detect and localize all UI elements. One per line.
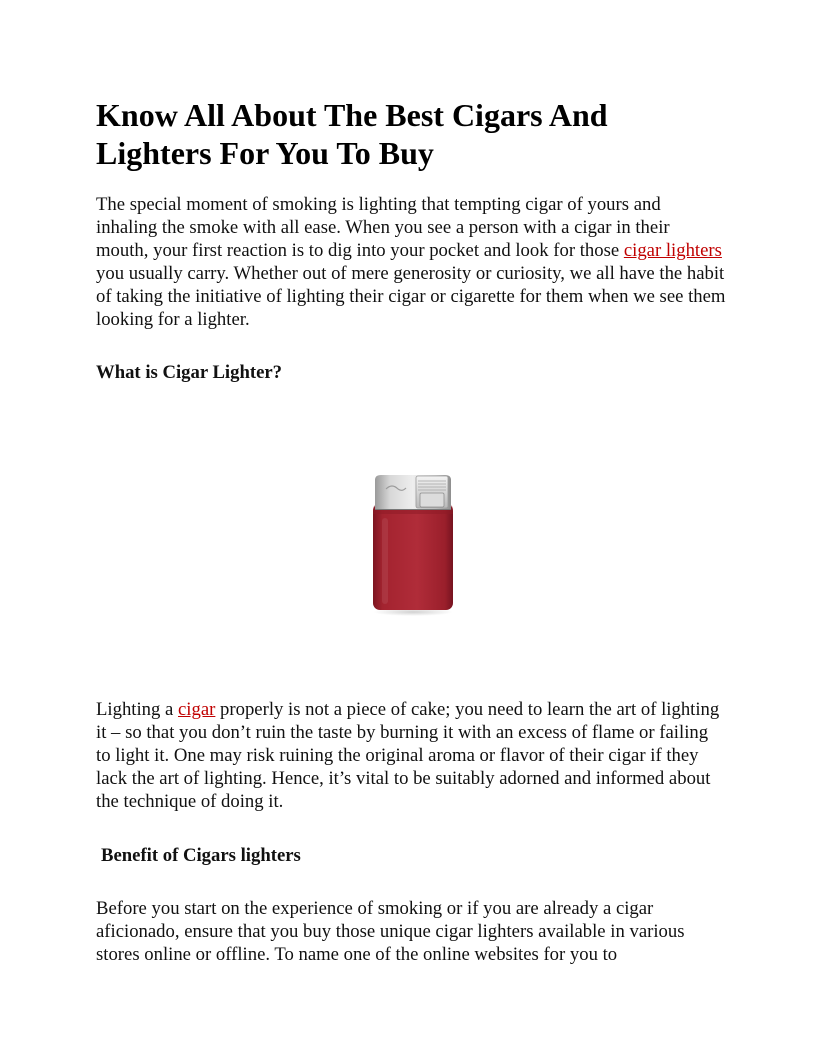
lighter-figure	[96, 384, 726, 680]
cigar-link[interactable]: cigar	[178, 699, 216, 720]
lighting-text-after: properly is not a piece of cake; you need to learn the art of lighting it – so that you don’t ruin the taste by burning it with an excess of flame or failing to light it. One may risk ruining the original aroma or flavor of their cigar if they lack the art of lighting. Hence, it’s vital to be suitably adorned and informed about the technique of doing it.	[96, 699, 720, 812]
lighting-text-before: Lighting a	[96, 699, 179, 720]
section-heading-what: What is Cigar Lighter?	[96, 362, 283, 383]
article	[96, 96, 726, 966]
section-heading-benefit: Benefit of Cigars lighters	[101, 845, 301, 866]
intro-text-before: The special moment of smoking is lighting that tempting cigar of yours and inhaling the smoke with all ease. When you see a person with a cigar in their mouth, your first reaction is to dig into your pocket and look for those	[96, 194, 670, 261]
intro-text-after: you usually carry. Whether out of mere generosity or curiosity, we all have the habit of taking the initiative of lighting their cigar or cigarette for them when we see them looking for a lighter.	[96, 263, 726, 330]
intro-paragraph	[96, 193, 726, 331]
lighting-paragraph	[96, 698, 726, 813]
cigar-lighter-image	[370, 474, 456, 616]
benefit-paragraph: Before you start on the experience of smoking or if you are already a cigar aficionado, ensure that you buy those unique cigar lighters available in various stores online or offline. To name one of the online websites for you to	[96, 898, 685, 965]
article-title: Know All About The Best Cigars And Lighters For You To Buy	[96, 97, 608, 171]
cigar-lighters-link[interactable]: cigar lighters	[623, 240, 722, 261]
